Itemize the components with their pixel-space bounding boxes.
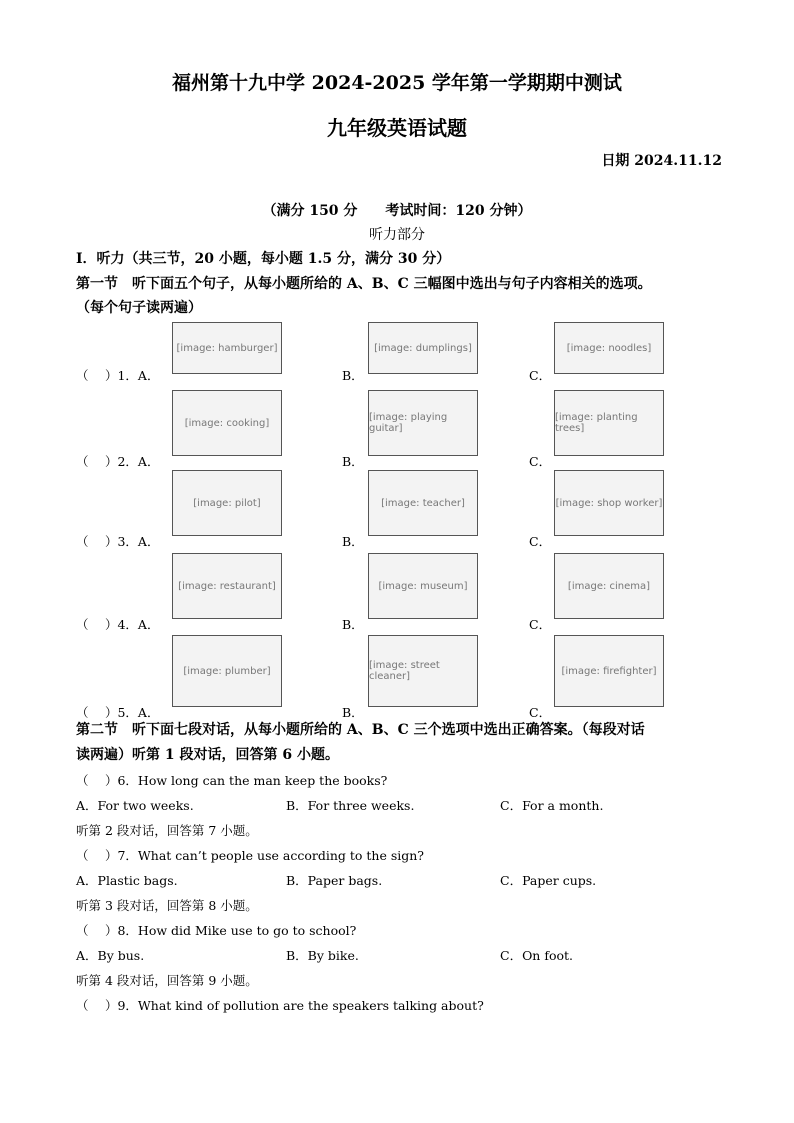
image-caption: [image: firefighter] (561, 665, 657, 677)
section1-instructions-2: （每个句子读两遍） (76, 300, 202, 316)
q3-option-c-label: C． (529, 534, 552, 549)
q2-option-b-label: B． (342, 454, 364, 469)
exam-subtitle: 九年级英语试题 (327, 116, 467, 140)
image-caption: [image: pilot] (193, 497, 261, 509)
section1-heading: Ⅰ．听力（共三节，20 小题，每小题 1.5 分，满分 30 分） (76, 251, 451, 267)
q3-option-a-image (172, 470, 282, 536)
image-caption: [image: dumplings] (374, 342, 472, 354)
q2-option-a-label: （ ）2．A． (76, 454, 160, 469)
q2-option-c-label: C． (529, 454, 552, 469)
q1-option-c-image (554, 322, 664, 374)
image-caption: [image: noodles] (566, 342, 652, 354)
q1-option-b-label: B． (342, 368, 364, 383)
q6-option-b: B．For three weeks. (286, 798, 415, 813)
q3-option-b-image (368, 470, 478, 536)
image-caption: [image: street cleaner] (369, 660, 440, 682)
image-caption: [image: museum] (378, 580, 468, 592)
q1-option-a-label: （ ）1．A． (76, 368, 160, 383)
q8-option-c: C．On foot. (500, 948, 574, 963)
q4-option-c-image (554, 553, 664, 619)
image-caption: [image: planting trees] (555, 412, 638, 434)
q3-option-c-image (554, 470, 664, 536)
dialogue-4-instruction: 听第 4 段对话，回答第 9 小题。 (76, 973, 258, 988)
q3-option-a-label: （ ）3．A． (76, 534, 160, 549)
exam-title: 福州第十九中学 2024-2025 学年第一学期期中测试 (172, 72, 622, 94)
q7-option-a: A．Plastic bags. (76, 873, 178, 888)
question-8: （ ）8．How did Mike use to go to school? (76, 923, 357, 938)
q1-option-a-image (172, 322, 282, 374)
q2-option-a-image (172, 390, 282, 456)
question-6: （ ）6．How long can the man keep the books? (76, 773, 388, 788)
q5-option-c-label: C． (529, 705, 552, 720)
q5-option-a-image (172, 635, 282, 707)
q1-option-b-image (368, 322, 478, 374)
q4-option-b-image (368, 553, 478, 619)
dialogue-3-instruction: 听第 3 段对话，回答第 8 小题。 (76, 898, 258, 913)
image-caption: [image: restaurant] (178, 580, 276, 592)
q2-option-b-image (368, 390, 478, 456)
dialogue-2-instruction: 听第 2 段对话，回答第 7 小题。 (76, 823, 258, 838)
q5-option-b-image (368, 635, 478, 707)
image-caption: [image: hamburger] (176, 342, 278, 354)
q3-option-b-label: B． (342, 534, 364, 549)
part-title: 听力部分 (369, 227, 425, 243)
image-caption: [image: cinema] (567, 580, 651, 592)
q7-option-c: C．Paper cups. (500, 873, 597, 888)
question-7: （ ）7．What can’t people use according to the sign? (76, 848, 424, 863)
section2-instructions-2: 读两遍）听第 1 段对话，回答第 6 小题。 (76, 747, 339, 763)
section1-instructions: 第一节 听下面五个句子，从每小题所给的 A、B、C 三幅图中选出与句子内容相关的选项。 (76, 276, 652, 292)
image-caption: [image: playing guitar] (369, 412, 448, 434)
image-caption: [image: shop worker] (555, 497, 663, 509)
q6-option-a: A．For two weeks. (76, 798, 194, 813)
q5-option-a-label: （ ）5．A． (76, 705, 160, 720)
q4-option-a-image (172, 553, 282, 619)
q8-option-b: B．By bike. (286, 948, 359, 963)
q4-option-b-label: B． (342, 617, 364, 632)
q5-option-c-image (554, 635, 664, 707)
image-caption: [image: plumber] (183, 665, 271, 677)
question-9: （ ）9．What kind of pollution are the speakers talking about? (76, 998, 484, 1013)
q7-option-b: B．Paper bags. (286, 873, 383, 888)
section2-instructions: 第二节 听下面七段对话，从每小题所给的 A、B、C 三个选项中选出正确答案。（每段对话 (76, 722, 645, 738)
image-caption: [image: teacher] (381, 497, 465, 509)
image-caption: [image: cooking] (184, 417, 270, 429)
q6-option-c: C．For a month. (500, 798, 604, 813)
q4-option-a-label: （ ）4．A． (76, 617, 160, 632)
q8-option-a: A．By bus. (76, 948, 145, 963)
score-time-info: （满分 150 分 考试时间：120 分钟） (262, 203, 532, 219)
q5-option-b-label: B． (342, 705, 364, 720)
q2-option-c-image (554, 390, 664, 456)
q1-option-c-label: C． (529, 368, 552, 383)
exam-date: 日期 2024.11.12 (601, 153, 722, 169)
q4-option-c-label: C． (529, 617, 552, 632)
